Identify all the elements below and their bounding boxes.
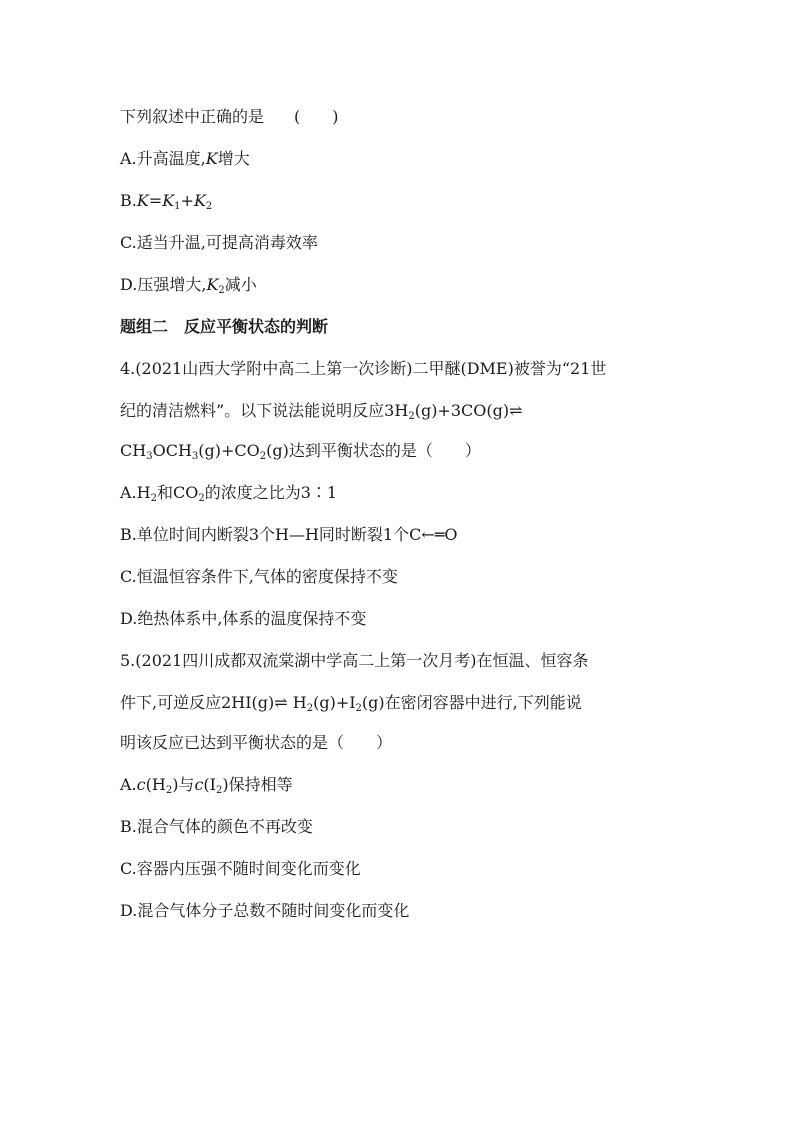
q5-line-1: 5.(2021四川成都双流棠湖中学高二上第一次月考)在恒温、恒容条 <box>120 651 589 670</box>
q5-option-d: D.混合气体分子总数不随时间变化而变化 <box>120 901 410 920</box>
q4-line-3-a: CH <box>120 441 147 460</box>
q4-line-3-d: (g)达到平衡状态的是（ ） <box>266 441 481 460</box>
q3-option-d-prefix: D.压强增大, <box>120 275 207 294</box>
q3-option-d-sub: 2 <box>218 285 225 296</box>
q4-line-3-sub1: 3 <box>146 451 153 462</box>
q4-line-3-sub2: 3 <box>191 451 199 462</box>
q4-option-a-a: A.H <box>120 483 151 502</box>
q4-option-a-sub1: 2 <box>150 493 157 504</box>
q5-option-a-e: )保持相等 <box>222 775 293 794</box>
q3-option-c: C.适当升温,可提高消毒效率 <box>120 233 318 252</box>
q4-line-3-c: (g)+CO <box>198 441 260 460</box>
q5-line-2-sub1: 2 <box>306 703 314 714</box>
q4-line-3-sub3: 2 <box>259 451 267 462</box>
q5-line-3: 明该反应已达到平衡状态的是（ ） <box>120 733 393 752</box>
q3-option-a <box>120 149 250 169</box>
q3-option-b-sub1: 1 <box>174 201 181 212</box>
q3-option-b-sub2: 2 <box>205 201 213 212</box>
q3-option-d-suffix: 减小 <box>224 275 257 294</box>
q5-option-a-b: (H <box>145 775 166 794</box>
q5-option-a-sub1: 2 <box>165 785 173 796</box>
q5-option-a-c1: c <box>136 775 146 794</box>
q4-line-2 <box>120 401 523 421</box>
q3-option-d-k: K <box>206 275 219 294</box>
q5-line-2-a: 件下,可逆反应2HI(g)⇌ H <box>120 693 307 712</box>
q3-option-a-prefix: A.升高温度, <box>120 149 206 168</box>
q5-option-a-c: )与 <box>172 775 195 794</box>
q4-option-a <box>120 483 337 503</box>
q4-line-2-sub1: 2 <box>408 411 415 422</box>
q3-option-b-k2: K <box>193 191 206 210</box>
q5-option-a-c2: c <box>194 775 204 794</box>
q5-option-a-d: (I <box>203 775 216 794</box>
q3-option-d <box>120 275 257 295</box>
q5-line-2 <box>120 693 582 713</box>
q3-option-b <box>120 191 212 211</box>
q5-option-a-sub2: 2 <box>215 785 223 796</box>
q4-line-2-b: (g)+3CO(g)⇌ <box>414 401 523 420</box>
q4-line-3 <box>120 441 481 461</box>
q3-option-b-plus: + <box>180 191 194 210</box>
q3-stem <box>120 107 339 127</box>
q3-option-b-eq: = <box>148 191 163 210</box>
q3-stem-text: 下列叙述中正确的是 <box>120 107 265 126</box>
q4-option-b: B.单位时间内断裂3个H—H同时断裂1个C←═O <box>120 525 458 544</box>
q3-option-b-k1: K <box>162 191 175 210</box>
q4-option-a-c: 的浓度之比为3∶1 <box>204 483 338 502</box>
q3-option-b-prefix: B. <box>120 191 137 210</box>
q5-option-c: C.容器内压强不随时间变化而变化 <box>120 859 361 878</box>
q3-option-a-k: K <box>205 149 218 168</box>
section-heading: 题组二 反应平衡状态的判断 <box>120 317 329 336</box>
q5-line-2-sub2: 2 <box>355 703 362 714</box>
q3-option-b-k: K <box>136 191 149 210</box>
q4-option-a-sub2: 2 <box>198 493 205 504</box>
q4-line-2-a: 纪的清洁燃料”。以下说法能说明反应3H <box>120 401 409 420</box>
q5-line-2-c: (g)在密闭容器中进行,下列能说 <box>361 693 582 712</box>
q5-line-2-b: (g)+I <box>313 693 356 712</box>
q4-line-3-b: OCH <box>152 441 192 460</box>
q4-option-a-b: 和CO <box>156 483 199 502</box>
q5-option-b: B.混合气体的颜色不再改变 <box>120 817 313 836</box>
q3-answer-paren: ( ) <box>294 107 339 126</box>
q4-line-1: 4.(2021山西大学附中高二上第一次诊断)二甲醚(DME)被誉为“21世 <box>120 359 607 378</box>
q3-option-a-suffix: 增大 <box>217 149 250 168</box>
q5-option-a <box>120 775 293 795</box>
q5-option-a-a: A. <box>120 775 137 794</box>
q4-option-d: D.绝热体系中,体系的温度保持不变 <box>120 609 367 628</box>
q4-option-c: C.恒温恒容条件下,气体的密度保持不变 <box>120 567 398 586</box>
